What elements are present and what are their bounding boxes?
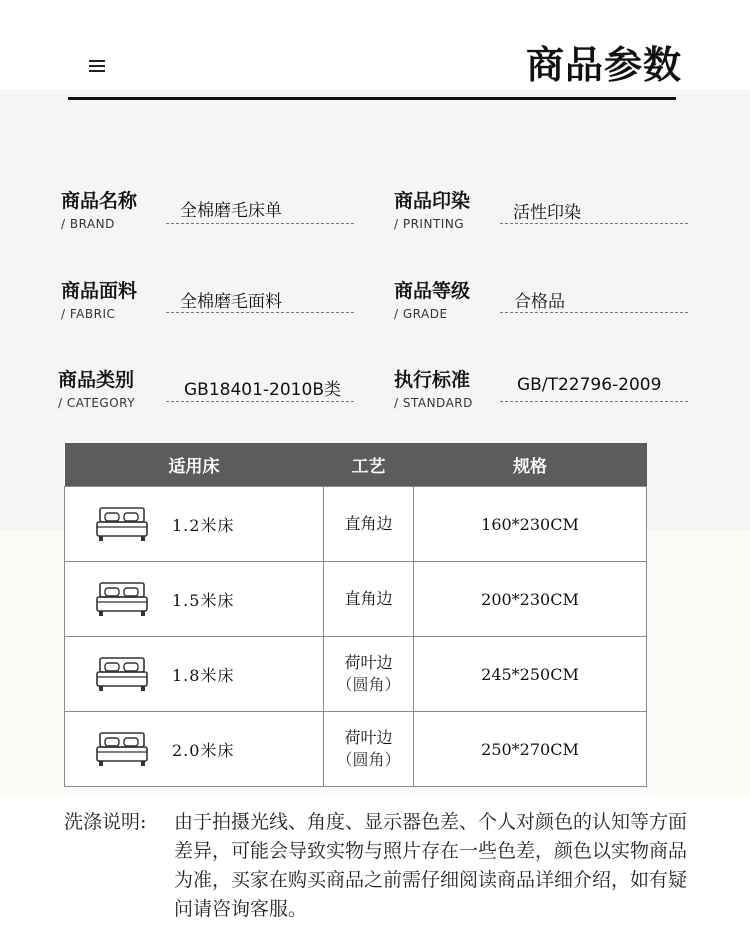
bed-icon [94,654,150,694]
craft-cell [324,487,414,562]
bed-cell [65,487,324,562]
dashed-divider [500,312,688,313]
size-cell: 250*270CM [414,712,647,787]
bed-icon [94,504,150,544]
param-sublabel: / GRADE [394,307,448,321]
table-row [65,637,647,712]
param-standard [394,365,473,410]
bed-size-label: 1.2米床 [172,515,235,535]
bed-cell [65,562,324,637]
param-grade [394,276,470,321]
care-text: 由于拍摄光线、角度、显示器色差、个人对颜色的认知等方面差异，可能会导致实物与照片存在一些色差，颜色以实物商品为准，买家在购买商品之前需仔细阅读商品详细介绍，如有疑问请咨询客服。 [174,811,688,920]
param-fabric [61,276,137,321]
size-cell: 245*250CM [414,637,647,712]
param-sublabel: / PRINTING [394,217,465,231]
bed-size-label: 1.5米床 [172,590,235,610]
table-row [65,487,647,562]
param-value-printing: 活性印染 [513,203,581,223]
param-label: 商品等级 [394,280,471,302]
column-header-size: 规格 [414,443,647,487]
column-header-bed: 适用床 [65,443,324,487]
param-category [58,365,135,410]
craft-label: 荷叶边 [344,728,393,747]
dashed-divider [166,223,354,224]
param-sublabel: / BRAND [61,217,115,231]
bed-cell [65,712,324,787]
dashed-divider [500,401,688,402]
care-instructions [64,808,704,924]
craft-cell [324,712,414,787]
param-label: 商品类别 [58,369,135,391]
size-cell: 200*230CM [414,562,647,637]
param-label: 商品印染 [394,190,471,212]
param-value-grade: 合格品 [514,292,565,312]
table-row [65,712,647,787]
bed-size-label: 2.0米床 [172,740,235,760]
bed-icon [94,579,150,619]
craft-label: 直角边 [344,514,393,533]
param-sublabel: / STANDARD [394,396,473,410]
craft-note: （圆角） [336,750,401,769]
bed-cell [65,637,324,712]
craft-cell [324,637,414,712]
dashed-divider [166,401,354,402]
hamburger-menu-icon[interactable] [89,60,105,73]
param-value-fabric: 全棉磨毛面料 [180,292,282,312]
bed-size-label: 1.8米床 [172,665,235,685]
param-printing [394,186,470,231]
bed-icon [94,729,150,769]
page-title: 商品参数 [525,43,682,87]
spec-table [64,443,647,787]
craft-label: 荷叶边 [344,653,393,672]
param-value-brand: 全棉磨毛床单 [180,201,282,221]
dashed-divider [500,223,688,224]
column-header-craft: 工艺 [324,443,414,487]
param-label: 执行标准 [394,369,471,391]
table-header-row [65,443,647,487]
craft-label: 直角边 [344,589,393,608]
param-label: 商品名称 [61,190,138,212]
param-label: 商品面料 [61,280,138,302]
craft-note: （圆角） [336,675,401,694]
param-value-standard: GB/T22796-2009 [517,375,662,395]
care-label: 洗涤说明: [64,811,147,833]
param-sublabel: / FABRIC [61,307,116,321]
param-brand [61,186,137,231]
param-sublabel: / CATEGORY [58,396,136,410]
dashed-divider [166,312,354,313]
table-row [65,562,647,637]
title-divider [68,97,676,100]
craft-cell [324,562,414,637]
size-cell: 160*230CM [414,487,647,562]
param-value-category: GB18401-2010B类 [184,380,341,400]
